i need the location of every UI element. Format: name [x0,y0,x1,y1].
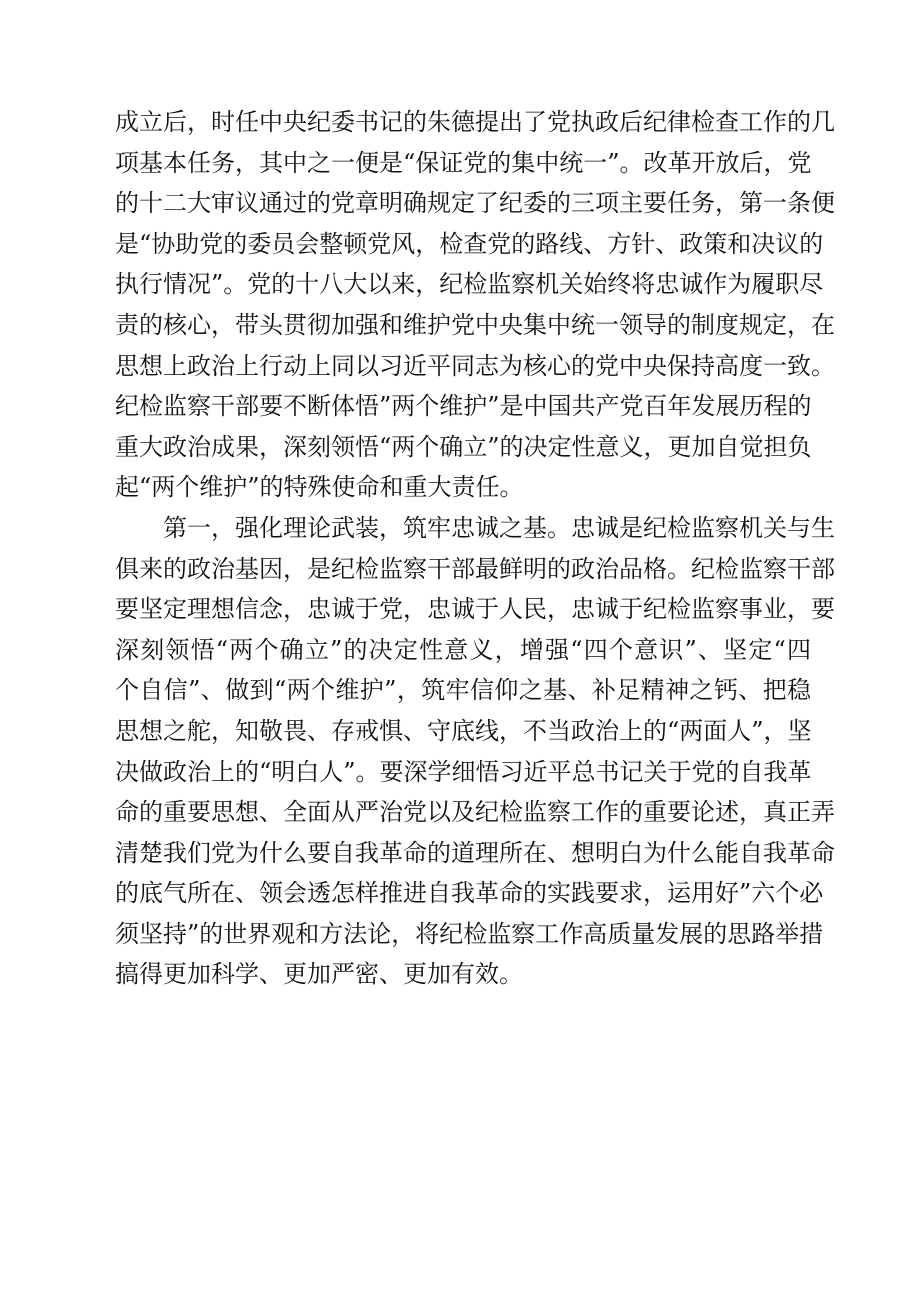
text-line: 成立后，时任中央纪委书记的朱德提出了党执政后纪律检查工作的几 [115,108,835,136]
text-line: 须坚持”的世界观和方法论，将纪检监察工作高质量发展的思路举措 [115,919,824,948]
text-line: 重大政治成果，深刻领悟“两个确立”的决定性意义，更加自觉担负 [115,432,812,461]
text-line: 的十二大审议通过的党章明确规定了纪委的三项主要任务，第一条便 [115,189,835,218]
text-line: 清楚我们党为什么要自我革命的道理所在、想明白为什么能自我革命 [115,838,835,867]
text-line: 俱来的政治基因，是纪检监察干部最鲜明的政治品格。纪检监察干部 [115,554,835,583]
text-line: 责的核心，带头贯彻加强和维护党中央集中统一领导的制度规定，在 [115,310,835,339]
paragraph [115,102,835,508]
text-line: 的底气所在、领会透怎样推进自我革命的实践要求，运用好”六个必 [115,879,824,908]
document-body [115,102,835,995]
text-line: 项基本任务，其中之一便是“保证党的集中统一”。改革开放后，党 [115,148,812,177]
text-line: 执行情况”。党的十八大以来，纪检监察机关始终将忠诚作为履职尽 [115,270,824,299]
text-line: 纪检监察干部要不断体悟”两个维护”是中国共产党百年发展历程的 [115,392,812,421]
text-line: 命的重要思想、全面从严治党以及纪检监察工作的重要论述，真正弄 [115,798,835,827]
text-line: 思想上政治上行动上同以习近平同志为核心的党中央保持高度一致。 [115,351,835,380]
text-line: 个自信”、做到“两个维护”，筑牢信仰之基、补足精神之钙、把稳 [115,676,811,705]
text-line: 第一，强化理论武装，筑牢忠诚之基。忠诚是纪检监察机关与生 [163,513,835,542]
text-line: 深刻领悟“两个确立”的决定性意义，增强“四个意识”、坚定“四 [115,635,811,664]
text-line: 决做政治上的“明白人”。要深学细悟习近平总书记关于党的自我革 [115,757,812,786]
text-line: 是“协助党的委员会整顿党风，检查党的路线、方针、政策和决议的 [115,229,824,258]
text-line: 搞得更加科学、更加严密、更加有效。 [115,960,523,989]
text-line: 思想之舵，知敬畏、存戒惧、守底线，不当政治上的“两面人”，坚 [115,716,812,745]
text-line: 要坚定理想信念，忠诚于党，忠诚于人民，忠诚于纪检监察事业，要 [115,595,835,624]
text-line: 起“两个维护”的特殊使命和重大责任。 [115,473,524,502]
paragraph [115,508,835,995]
